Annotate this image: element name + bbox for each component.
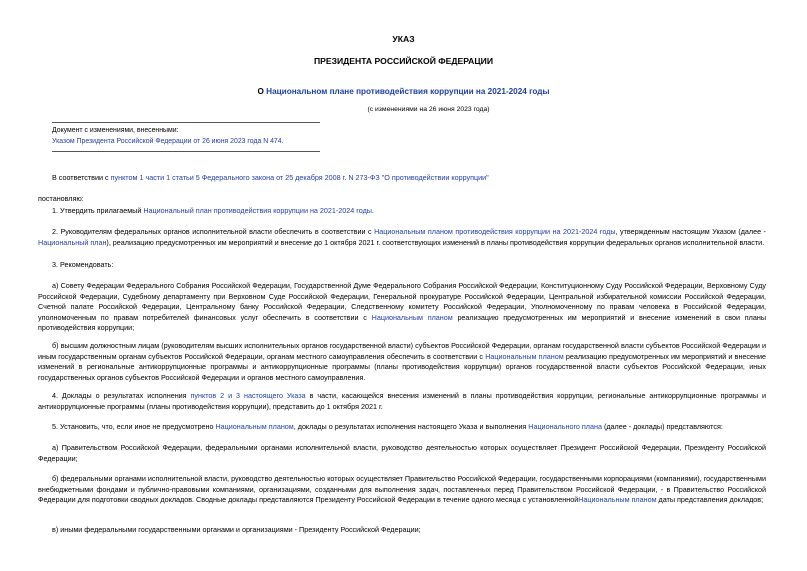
p5-text-a: 5. Установить, что, если иное не предусмотрено bbox=[52, 422, 216, 431]
p2-text-b: , утвержденным настоящим Указом (далее - bbox=[615, 227, 766, 236]
p5-text-b: , доклады о результатах исполнения настоящего Указа и выполнения bbox=[293, 422, 529, 431]
paragraph-5a: а) Правительством Российской Федерации, федеральными органами исполнительной власти, руководство деятельностью которых осуществляет Президент Российской Федерации, Президенту Российской Федерации; bbox=[38, 443, 766, 463]
p2-link-plan[interactable]: Национальным планом противодействия коррупции на 2021-2024 годы bbox=[374, 227, 616, 236]
p4-text-b: в части, касающейся внесения изменений в планы противодействия коррупции, региональные антикоррупционные программы и антикоррупционные программы (планы противодействия коррупции), представить до 1 октября 2021 г. bbox=[38, 391, 766, 411]
paragraph-5c: в) иными федеральными государственными органами и организациями - Президенту Российской Федерации; bbox=[52, 525, 421, 534]
p2-text-a: 2. Руководителям федеральных органов исполнительной власти обеспечить в соответствии с bbox=[52, 227, 375, 236]
p5-link-plan-2[interactable]: Национального плана bbox=[528, 422, 602, 431]
document-title bbox=[0, 87, 807, 96]
decree-heading: УКАЗ bbox=[392, 34, 415, 44]
p1-text-b: . bbox=[371, 206, 374, 215]
title-prefix: О bbox=[257, 87, 267, 96]
p3a-text-a: а) Совету Федерации Федерального Собрания Российской Федерации, Государственной Думе Федерального Собрания Российской Федерации, Конституционному Суду Российской Федерации, Верховному Суду Российской Федерации, Судебному департаменту при Верховном Суде Российской Федерации, Генеральной прокуратуре Российской Федерации, Центральной избирательной комиссии Российской Федерации, Счетной палате Российской Федерации, Центральному банку Российской Федерации, Следственному комитету Российской Федерации, Уполномоченному по правам человека в Российской Федерации, уполномоченным по правам потребителей финансовых услуг обеспечить в соответствии с bbox=[38, 281, 766, 322]
revision-label: Документ с изменениями, внесенными: bbox=[52, 127, 179, 134]
p5-link-plan[interactable]: Национальным планом bbox=[215, 422, 294, 431]
p2-link-short[interactable]: Национальный план bbox=[38, 237, 107, 247]
p3b-text-a: б) высшим должностным лицам (руководителям высших исполнительных органов государственной власти) субъектов Российской Федерации, органам государственной власти субъектов Российской Федерации и иным государственным органам субъектов Российской Федерации, органам местного самоуправления обеспечить в соответствии с bbox=[38, 341, 766, 361]
title-link[interactable]: Национальном плане противодействия коррупции на 2021-2024 годы bbox=[266, 87, 550, 96]
p1-link[interactable]: Национальный план противодействия коррупции на 2021-2024 годы bbox=[143, 206, 372, 215]
issuer-heading: ПРЕЗИДЕНТА РОССИЙСКОЙ ФЕДЕРАЦИИ bbox=[313, 56, 494, 66]
p4-text-a: 4. Доклады о результатах исполнения bbox=[52, 391, 191, 400]
p1-text-a: 1. Утвердить прилагаемый bbox=[52, 206, 144, 215]
p3a-text-b: реализацию предусмотренных им мероприятий и внесение изменений в свои планы противодействия коррупции; bbox=[38, 312, 766, 333]
paragraph-2 bbox=[38, 227, 766, 248]
paragraph-3: 3. Рекомендовать: bbox=[52, 260, 114, 269]
paragraph-1 bbox=[52, 206, 752, 217]
changes-note: (с изменениями на 26 июня 2023 года) bbox=[367, 106, 490, 113]
revision-link[interactable]: Указом Президента Российской Федерации от 26 июня 2023 года N 474. bbox=[52, 138, 284, 145]
paragraph-5b bbox=[38, 474, 766, 506]
paragraph-5 bbox=[52, 422, 768, 433]
paragraph-3a bbox=[38, 281, 766, 334]
p2-text-c: ), реализацию предусмотренных им мероприятий и внесение до 1 октября 2021 г. соответствующих изменений в планы противодействия коррупции федеральных органов исполнительной власти. bbox=[106, 237, 765, 247]
paragraph-4 bbox=[38, 391, 766, 412]
revision-bottom-rule bbox=[52, 151, 320, 152]
p5b-text-a: б) федеральными органами исполнительной власти, руководство деятельностью которых осуществляет Правительство Российской Федерации, государственными корпорациями (компаниями), государственными внебюджетными фондами и публично-правовыми компаниями, организациями, созданными для выполнения задач, поставленных перед Правительством Российской Федерации, - в Правительство Российской Федерации для подготовки сводных докладов. Сводные доклады представляются Президенту Российской Федерации в течение одного месяца с установленной bbox=[38, 474, 766, 505]
p5b-text-b: даты представления докладов; bbox=[656, 495, 764, 505]
preamble bbox=[52, 173, 752, 184]
preamble-link[interactable]: пунктом 1 части 1 статьи 5 Федерального закона от 25 декабря 2008 г. N 273-ФЗ "О противодействии коррупции" bbox=[110, 173, 489, 182]
preamble-text: В соответствии с bbox=[52, 173, 111, 182]
decree-word: постановляю: bbox=[38, 194, 84, 203]
paragraph-3b bbox=[38, 341, 766, 383]
p3a-link[interactable]: Национальным планом bbox=[371, 312, 453, 322]
revision-top-rule bbox=[52, 122, 320, 123]
p4-link[interactable]: пунктов 2 и 3 настоящего Указа bbox=[190, 391, 306, 400]
p3b-link[interactable]: Национальным планом bbox=[485, 351, 564, 361]
p5-text-c: (далее - доклады) представляются: bbox=[601, 422, 723, 431]
p3b-text-b: реализацию предусмотренных им мероприятий и внесение изменений в региональные антикоррупционные программы и антикоррупционные программы (планы противодействия коррупции) органов государственной власти субъектов Российской Федерации, иных государственных органов субъектов Российской Федерации и органов местного самоуправления. bbox=[38, 351, 766, 382]
p5b-link[interactable]: Национальным планом bbox=[578, 495, 657, 505]
